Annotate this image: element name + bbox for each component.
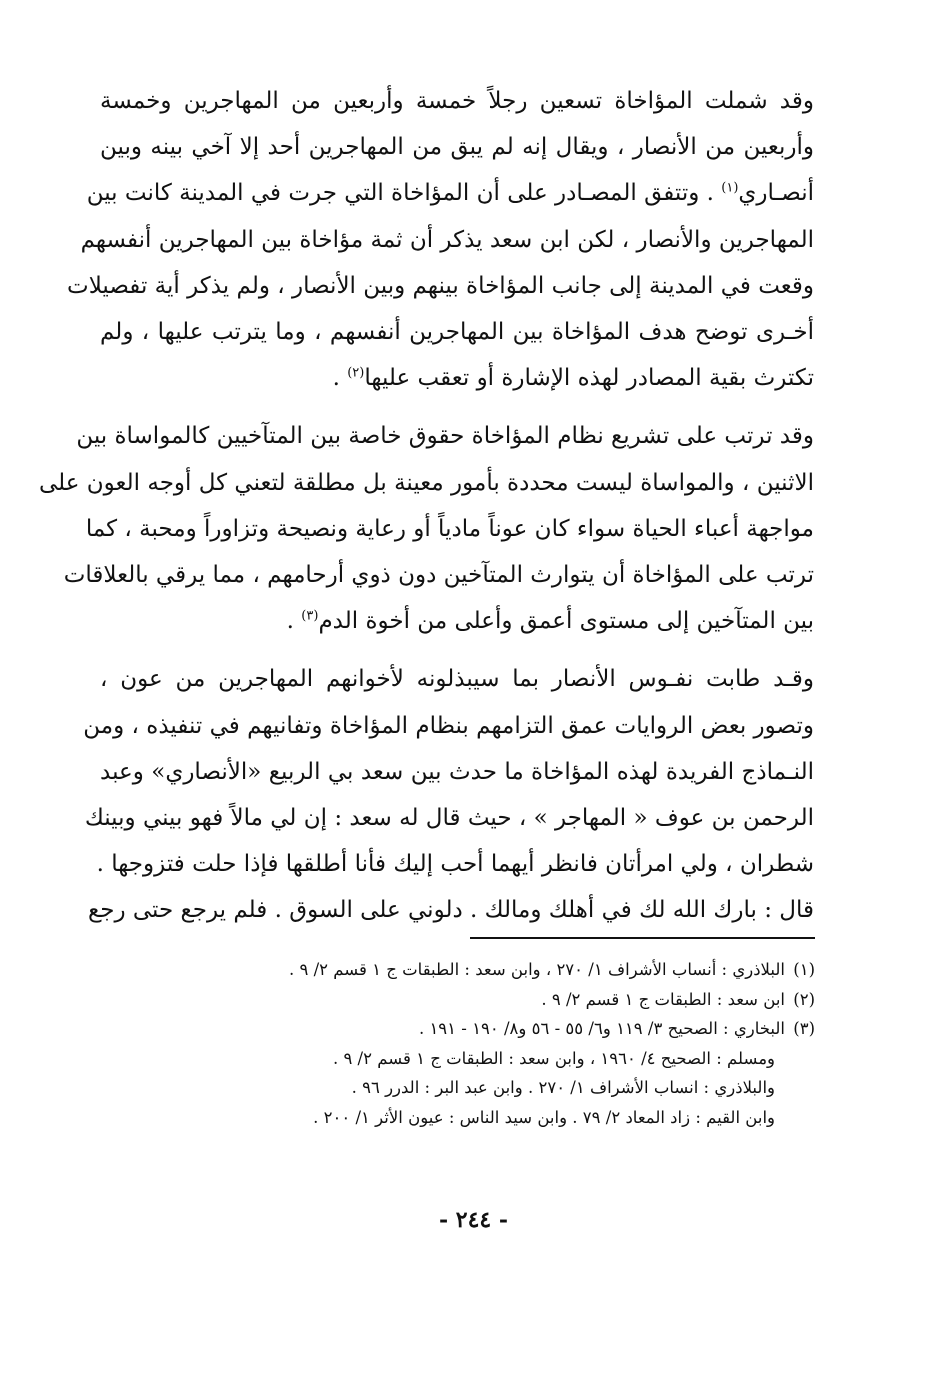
footnote-ref-3[interactable]: (٣): [301, 608, 319, 624]
text-line: [86, 170, 814, 216]
main-text: [38, 78, 814, 934]
text-fragment: . وتتفق المصـادر على أن المؤاخاة التي جرت في المدينة كانت بين: [86, 180, 722, 207]
text-line: الاثنين ، والمواساة ليست محددة بأمور معينة بل مطلقة لتعني كل أوجه العون على: [38, 469, 814, 496]
footnote-text: البخاري : الصحيح ٣/ ١١٩ و٦/ ٥٥ - ٥٦ و٨/ ١٩٠ - ١٩١ .: [418, 1019, 785, 1038]
text-fragment: أنصـاري: [738, 180, 814, 207]
footnote-3-continuation: [150, 1073, 815, 1103]
text-line: النـماذج الفريدة لهذه المؤاخاة ما حدث بين سعد بي الربيع «الأنصاري» وعبد: [100, 758, 814, 785]
footnote-3: [150, 1014, 815, 1044]
text-line: وقـد طابت نفـوس الأنصار بما سيبذلونه لأخوانهم المهاجرين من عون ،: [100, 666, 814, 693]
footnote-number: (٣): [793, 1019, 815, 1038]
footnote-ref-2[interactable]: (٢): [347, 365, 365, 381]
footnote-divider: [470, 937, 815, 939]
footnote-ref-1[interactable]: (١): [721, 180, 739, 196]
text-fragment: تكترث بقية المصادر لهذه الإشارة أو تعقب عليها: [364, 365, 814, 392]
text-line: الرحمن بن عوف « المهاجر » ، حيث قال له سعد : إن لي مالاً فهو بيني وبينك: [84, 805, 814, 832]
footnote-text: ابن سعد : الطبقات ج ١ قسم ٢/ ٩ .: [541, 989, 785, 1009]
text-line: مواجهة أعباء الحياة سواء كان عوناً مادياً أو رعاية ونصيحة وتزاوراً ومحبة ، كما: [85, 515, 814, 542]
page-number: - ٢٤٤ -: [438, 1207, 509, 1233]
text-line: شطران ، ولي امرأتان فانظر أيهما أحب إليك فأنا أطلقها فإذا حلت فتزوجها .: [96, 851, 814, 878]
text-line: ترتب على المؤاخاة أن يتوارث المتآخين دون ذوي أرحامهم ، مما يرقي بالعلاقات: [63, 562, 814, 589]
text-fragment: .: [332, 365, 348, 392]
text-fragment: بين المتآخين إلى مستوى أعمق وأعلى من أخوة الدم: [318, 608, 814, 635]
text-line: قال : بارك الله لك في أهلك ومالك . دلوني على السوق . فلم يرجع حتى رجع: [88, 897, 814, 924]
paragraph-3: [83, 656, 814, 933]
text-line: وقد ترتب على تشريع نظام المؤاخاة حقوق خاصة بين المتآخيين كالمواساة بين: [76, 423, 814, 450]
footnote-2: [150, 985, 815, 1015]
text-line: وتصور بعض الروايات عمق التزامهم بنظام المؤاخاة وتفانيهم في تنفيذه ، ومن: [83, 712, 814, 739]
text-line: المهاجرين والأنصار ، لكن ابن سعد يذكر أن ثمة مؤاخاة بين المهاجرين أنفسهم: [80, 226, 814, 253]
text-line: وأربعين من الأنصار ، ويقال إنه لم يبق من المهاجرين أحد إلا آخي بينه وبين: [100, 134, 814, 161]
text-fragment: .: [286, 608, 302, 635]
text-line: وقعت في المدينة إلى جانب المؤاخاة بينهم وبين الأنصار ، ولم يذكر أية تفصيلات: [67, 272, 814, 299]
footnote-text: وابن القيم : زاد المعاد ٢/ ٧٩ . وابن سيد الناس : عيون الأثر ١/ ٢٠٠ .: [313, 1107, 775, 1127]
footnote-3-continuation: [150, 1103, 815, 1133]
text-line: أخـرى توضح هدف المؤاخاة بين المهاجرين أنفسهم ، وما يترتب عليها ، ولم: [100, 319, 814, 346]
paragraph-2: [38, 413, 814, 644]
footnote-number: (١): [793, 960, 815, 979]
text-line: وقد شملت المؤاخاة تسعين رجلاً خمسة وأربعين من المهاجرين وخمسة: [100, 88, 814, 114]
footnote-text: والبلاذري : انساب الأشراف ١/ ٢٧٠ . وابن عبد البر : الدرر ٩٦ .: [351, 1078, 775, 1097]
footnote-1: [150, 955, 815, 985]
text-line: [100, 355, 814, 401]
footnote-text: ومسلم : الصحيح ٤/ ١٩٦٠ ، وابن سعد : الطبقات ج ١ قسم ٢/ ٩ .: [332, 1048, 775, 1068]
paragraph-1: [67, 78, 814, 401]
footnotes: [150, 955, 815, 1132]
footnote-3-continuation: [150, 1044, 815, 1074]
text-line: [100, 598, 814, 644]
footnote-number: (٢): [793, 989, 815, 1009]
footnote-text: البلاذري : أنساب الأشراف ١/ ٢٧٠ ، وابن سعد : الطبقات ج ١ قسم ٢/ ٩ .: [288, 960, 785, 979]
